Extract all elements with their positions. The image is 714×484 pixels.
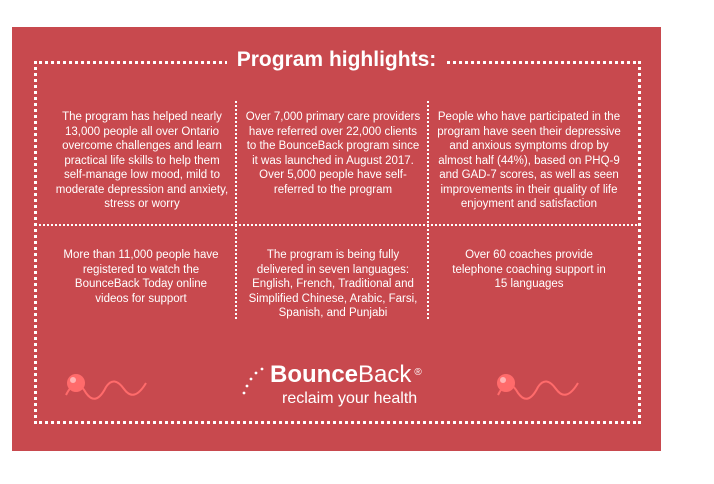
bounceback-logo	[270, 361, 422, 409]
registered-mark: ®	[414, 367, 422, 378]
highlight-5: The program is being fully delivered in seven languages: English, French, Traditional and Simplified Chinese, Arabic, Farsi, Spanish, and Punjabi	[248, 249, 418, 319]
brand-name	[270, 361, 422, 389]
bouncing-ball-right-icon	[484, 365, 594, 405]
brand-light: Back	[358, 361, 412, 388]
divider-horizontal-1	[34, 224, 641, 226]
page-title: Program highlights:	[227, 47, 447, 73]
title-wrap	[12, 47, 661, 73]
highlight-1: The program has helped nearly 13,000 people all over Ontario overcome challenges and learn practical life skills to help them self-manage low mood, mild to moderate depression and anxiety, stress or worry	[55, 111, 229, 210]
highlight-6: Over 60 coaches provide telephone coaching support in 15 languages	[452, 249, 606, 290]
bouncing-ball-left-icon	[52, 365, 162, 405]
dotted-arc-icon	[240, 357, 266, 397]
divider-vertical-1	[235, 101, 237, 319]
brand-bold: Bounce	[270, 361, 359, 388]
highlight-2: Over 7,000 primary care providers have referred over 22,000 clients to the BounceBack program since it was launched in August 2017. Over 5,000 people have self-referred to the program	[245, 111, 421, 196]
brand-tagline: reclaim your health	[282, 390, 418, 407]
highlight-4: More than 11,000 people have registered to watch the BounceBack Today online videos for support	[63, 249, 219, 305]
divider-vertical-2	[427, 101, 429, 319]
highlight-3: People who have participated in the program have seen their depressive and anxious symptoms drop by almost half (44%), based on PHQ-9 and GAD-7 scores, as well as seen improvements in their quality of life enjoyment and satisfaction	[437, 111, 621, 210]
highlights-card	[12, 27, 661, 451]
